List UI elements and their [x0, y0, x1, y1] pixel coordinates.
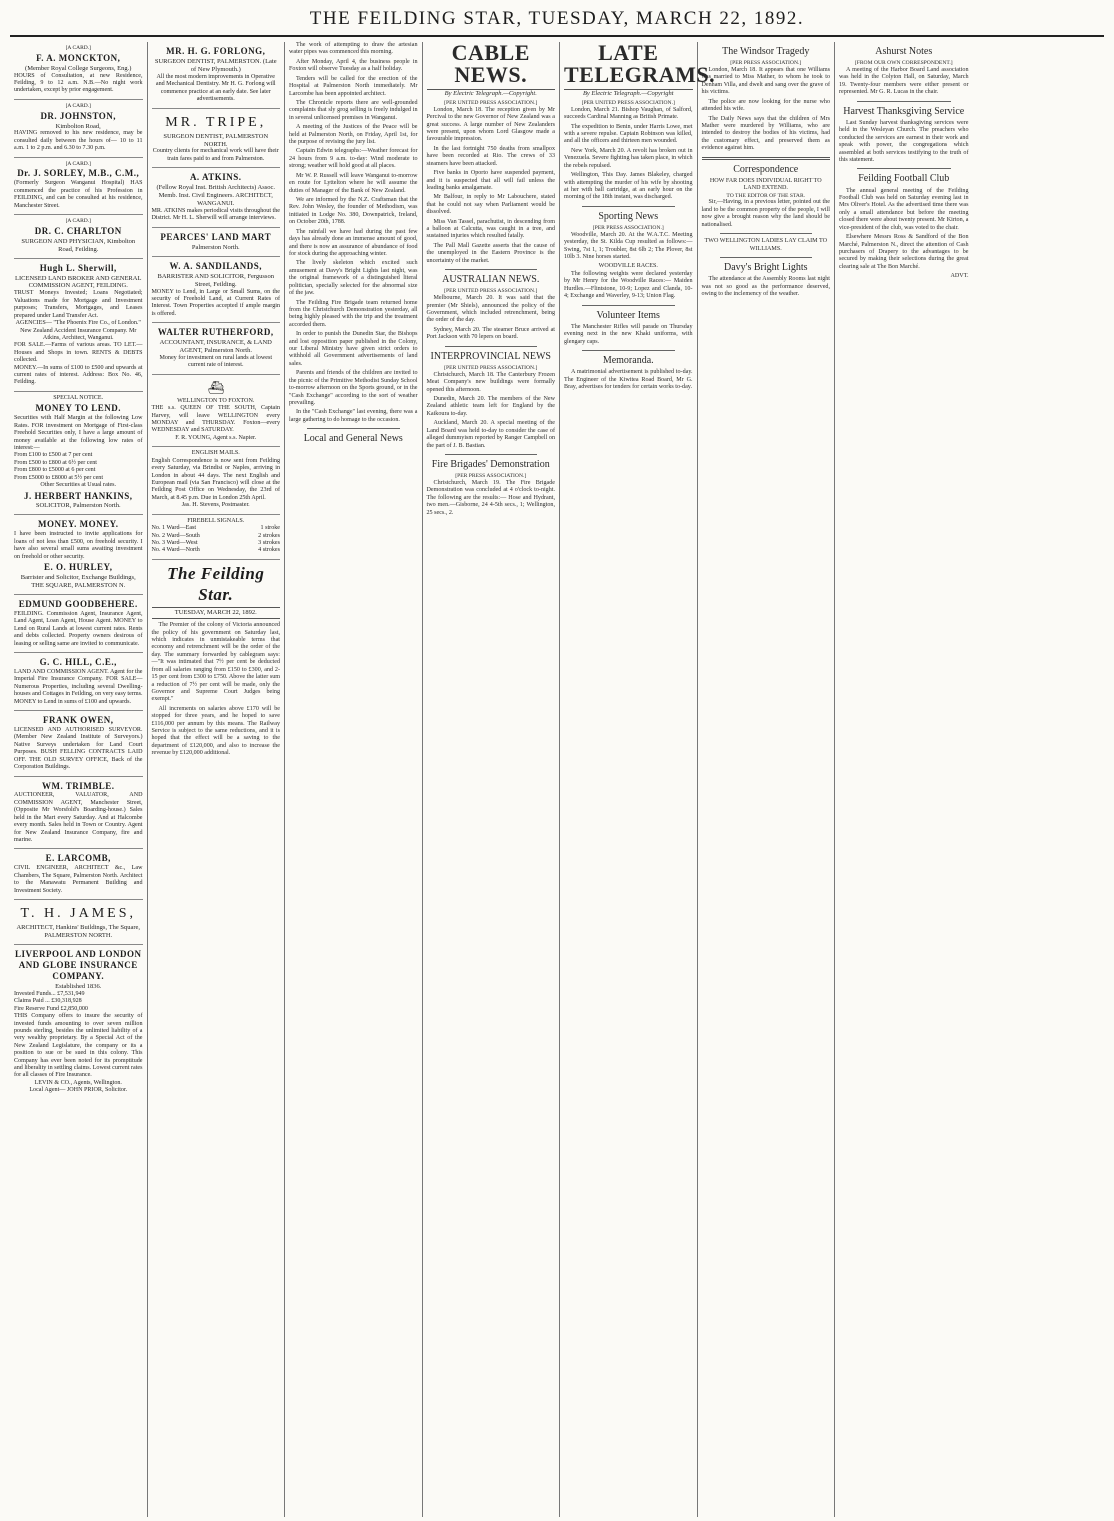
subsection-heading: HOW FAR DOES INDIVIDUAL RIGHT TO LAND EXTEND. — [709, 177, 822, 192]
column-7 — [835, 42, 973, 1517]
ad-heading: SPECIAL NOTICE. — [53, 394, 104, 401]
ad-sub: ARCHITECT, Hankins' Buildings, The Square, PALMERSTON NORTH. — [16, 924, 141, 940]
ad-sub: LICENSED LAND BROKER AND GENERAL COMMISSION AGENT, FEILDING. — [15, 274, 142, 290]
ad-sub: (Member Royal College Surgeons, Eng.) — [25, 64, 132, 72]
news-paragraph: The Pall Mall Gazette asserts that the cause of the unemployed in the Eastern Province is the uncertainty of the market. — [426, 242, 555, 264]
rate-line: From £800 to £5000 at 6 per cent — [14, 467, 96, 474]
news-paragraph: The work of attempting to draw the artesian water pipes was commenced this morning. — [289, 42, 418, 56]
agency-line: [PER PRESS ASSOCIATION.] — [730, 60, 802, 67]
ad-body: THE s.s. QUEEN OF THE SOUTH, Captain Harvey, will leave WELLINGTON every MONDAY and THURSDAY. Foxton—every WEDNESDAY and SATURDAY. — [151, 405, 280, 434]
ad-name: EDMUND GOODBEHERE. — [18, 598, 138, 609]
ad-rutherford — [152, 323, 281, 375]
ad-special-notice — [14, 392, 143, 516]
news-paragraph: Auckland, March 20. A special meeting of the Land Board was held to-day to consider the case of alleged dummyism reported by Ranger Campbell on the part of J. B. Bastian. — [426, 420, 555, 449]
firebell-row — [152, 533, 281, 540]
ward: No. 1 Ward—East — [151, 525, 197, 532]
ad-liverpool-insurance — [14, 945, 143, 1099]
news-paragraph: The attendance at the Assembly Rooms last night was not so good as the performance deserved, owing to the inclemency of the weather. — [701, 276, 830, 298]
section-heading: Harvest Thanksgiving Service — [843, 105, 965, 117]
ad-forlong — [152, 42, 281, 109]
ad-name: MONEY. MONEY. — [37, 519, 119, 530]
news-paragraph: The expedition to Benin, under Harris Lowe, met with a severe repulse. Captain Robinson was killed, and all the officers and thirteen men wounded. — [564, 123, 693, 145]
divider — [445, 346, 538, 347]
ad-body: I have been instructed to invite applications for loans of not less than £500, on freehold security. I have also several small sums awaiting investment on freehold or other security. — [14, 531, 143, 560]
news-paragraph: In the last fortnight 750 deaths from smallpox have been recorded at Rio. The crews of 33 steamers have been attacked. — [426, 145, 555, 167]
ad-charlton — [14, 215, 143, 259]
news-paragraph: Mr W. P. Russell will leave Wanganui to-morrow en route for Lyttelton where he will assume the duties of Manager of the Bank of New Zealand. — [289, 172, 418, 194]
ad-local-agent: Local Agent— JOHN PRIOR, Solicitor. — [29, 1087, 128, 1094]
divider — [857, 168, 951, 169]
ad-heading: ENGLISH MAILS. — [191, 450, 240, 457]
news-paragraph: Parents and friends of the children are invited to the picnic of the Primitive Methodist Sunday School to-morrow afternoon on the Sports ground, or in the "Cash Exchange" according to the sort of weather prevailing. — [289, 370, 418, 406]
late-telegrams-heading: LATE TELEGRAMS. — [564, 42, 693, 90]
section-heading: Sporting News — [598, 210, 659, 222]
section-heading: Davy's Bright Lights — [724, 262, 808, 274]
section-heading: Memoranda. — [602, 355, 654, 367]
section-sub: By Electric Telegraph.—Copyright. — [444, 90, 537, 97]
ad-body: TRUST Moneys Invested; Loans Negotiated; Valuations made for Mortgage and Investment purposes; Transfers, Mortgages, and Leases prepared under Land Transfer Act. — [14, 290, 143, 319]
ad-english-mails — [152, 447, 281, 514]
ad-firebell — [152, 515, 281, 560]
news-paragraph: In order to punish the Dunedin Star, the Bishops and lost opposition paper published in the Colony, our Liberal Ministry have given strict orders to withhold all Government advertisements of land sales. — [289, 331, 418, 367]
news-paragraph: A meeting of the Justices of the Peace will be held at Palmerston North, on Friday, April 1st, for the purpose of revising the jury list. — [289, 124, 418, 146]
news-paragraph: The Daily News says that the children of Mrs Mather were murdered by Williams, who are intended to destroy the bodies of his victims, had the customary effect, and preserved them as evidence against him. — [701, 115, 830, 152]
ad-sherwill — [14, 259, 143, 392]
newspaper-logo: The Feilding Star. — [167, 563, 265, 604]
ad-name: MR. H. G. FORLONG, — [166, 46, 266, 56]
news-paragraph: A meeting of the Harbor Board Land association was held in the Colyton Hall, on Saturday, March 19. Twenty-four members were either present or represented. Mr G. R. Lucas in the chair. — [839, 67, 969, 96]
column-5 — [560, 40, 716, 1517]
advt-mark: ADVT. — [950, 273, 969, 280]
ad-body: All the most modern improvements in Operative and Mechanical Dentistry. Mr H. G. Forlong will commence practice at an early date. See later advertisements. — [155, 73, 276, 103]
rate-line: From £500 to £800 at 6½ per cent — [14, 459, 97, 466]
subsection-heading: TWO WELLINGTON LADIES LAY CLAIM TO WILLIAMS. — [704, 238, 827, 252]
news-paragraph: We are informed by the N.Z. Craftsman that the Rev. John Wesley, the founder of Methodism, was initiated in Lodge No. 380, Downpatrick, Ireland, on October 20th, 1788. — [289, 197, 418, 226]
ad-name: E. O. HURLEY, — [44, 562, 113, 573]
ad-money-money — [14, 515, 143, 594]
ad-heading: FIREBELL SIGNALS. — [187, 517, 245, 524]
strokes: 3 strokes — [258, 539, 280, 546]
ad-sale: FOR SALE.—Farms of various areas. TO LET.—Houses and Shops in town. RENTS & DEBTS collected. — [14, 342, 143, 364]
news-paragraph: Captain Edwin telegraphs:—Weather forecast for 24 hours from 9 a.m. to-day: Wind moderate to strong; weather will hold good at all places. — [289, 148, 418, 170]
ad-name: A. ATKINS. — [189, 172, 242, 183]
ad-sub: SURGEON DENTIST, PALMERSTON NORTH. — [163, 132, 269, 148]
ad-steamer — [152, 375, 281, 447]
news-paragraph: London, March 18. It appears that one Williams was married to Miss Mather, to whom he took to Denham Villa, and dwelt and sang over the grave of his victims. — [701, 67, 830, 96]
ad-body: English Correspondence is now sent from Feilding every Saturday, via Brindisi or Naples, arriving in London in about 44 days. The next English and European mail (via San Francisco) will close at the Feilding Post Office on Wednesday, the 23rd of March, at 8.45 p.m. Due in London 25th April. — [151, 457, 280, 501]
ad-monckton — [14, 42, 143, 100]
strokes: 4 strokes — [258, 547, 280, 554]
news-paragraph: London, March 21. Bishop Vaughan, of Salford, succeeds Cardinal Manning as British Primate. — [564, 106, 693, 121]
ad-goodbehere — [14, 595, 143, 653]
section-heading: Local and General News — [303, 433, 403, 445]
firebell-row — [152, 547, 281, 554]
news-paragraph: Sir,—Having, in a previous letter, pointed out the land to be the common property of the people, I will now give a brought reason why the land should be nationalised. — [701, 199, 830, 228]
ad-johnston — [14, 100, 143, 158]
strokes: 2 strokes — [258, 532, 280, 539]
agency-line: [FROM OUR OWN CORRESPONDENT.] — [854, 60, 953, 67]
divider — [445, 269, 538, 270]
ad-body: LAND AND COMMISSION AGENT. Agent for the Imperial Fire Insurance Company. FOR SALE—Numerous Properties, including several Dwelling-houses and Cottages in Feilding, on very easy terms. MONEY to Lend in sums of £100 and upwards. — [14, 668, 143, 705]
divider — [582, 305, 675, 306]
ad-footer: Other Securities at Usual rates. — [40, 482, 117, 489]
news-paragraph: After Monday, April 4, the business people in Foxton will observe Tuesday as a half holiday. — [289, 58, 418, 73]
column-2 — [148, 42, 286, 1517]
column-3 — [285, 42, 423, 1517]
ad-sandilands — [152, 257, 281, 324]
news-paragraph: The lively skeleton which excited such amusement at Davy's Bright Lights last night, was the original framework of a distinguished literal politician, specially selected for the abnormal size of the jaw. — [289, 260, 418, 297]
news-paragraph: The police are now looking for the nurse who attended his wife. — [701, 98, 830, 113]
ad-body: MR. ATKINS makes periodical visits throughout the District. Mr H. L. Sherwill will arrange interviews. — [151, 208, 280, 222]
ad-james — [14, 900, 143, 945]
divider — [702, 157, 831, 160]
agency-line: [PER UNITED PRESS ASSOCIATION.] — [444, 99, 538, 106]
divider — [857, 101, 951, 102]
fund-line: Invested Funds... £7,531,949 — [14, 990, 85, 997]
divider — [582, 206, 675, 207]
news-paragraph: Wellington, This Day. James Blakeley, charged with attempting the murder of his wife by shooting at her with ball cartridge, at an early hour on the morning of the 18th instant, was discharged. — [564, 172, 693, 201]
divider — [445, 454, 538, 455]
column-1 — [10, 42, 148, 1517]
ad-sub: Kimbolton Road, — [55, 122, 101, 130]
strokes: 1 stroke — [260, 525, 280, 532]
steamship-icon: ⛴ — [207, 379, 224, 395]
news-paragraph: Tenders will be called for the erection of the Hospital at Palmerston North immediately. Mr Larcombe has been appointed architect. — [289, 75, 418, 97]
ad-body: CIVIL ENGINEER, ARCHITECT &c., Law Chambers, The Square, Palmerston North. Architect to the Manawatu Permanent Building and Investment Society. — [14, 865, 143, 894]
ad-agents: LEVIN & CO., Agents, Wellington. — [34, 1079, 122, 1086]
section-heading: Correspondence — [733, 163, 799, 175]
ad-agencies: AGENCIES— "The Phoenix Fire Co., of London." New Zealand Accident Insurance Company. Mr Atkins, Architect, Wanganui. — [15, 320, 141, 341]
ad-sig: Jas. H. Stevens, Postmaster. — [181, 502, 250, 509]
ad-name: WM. TRIMBLE. — [41, 780, 115, 791]
ad-tag: [A CARD.] — [65, 218, 91, 225]
ad-larcomb — [14, 849, 143, 900]
news-paragraph: New York, March 20. A revolt has broken out in Venezuela. Severe fighting has taken place, in which the rebels repulsed. — [564, 147, 693, 169]
fund-line: Claims Paid ... £30,318,928 — [14, 998, 82, 1005]
ad-trimble — [14, 777, 143, 850]
editorial-paragraph: The Premier of the colony of Victoria announced the policy of his government on Saturday last, which indicates in unmistakeable terms that economy and retrenchment will be the order of the day. The summary forwarded by cablegram says:—"It was intimated that 7½ per cent be deducted from all salaries ranging from £150 to £300, and 2-15 per cent from £300 to £750. Above the latter sum a reduction of 7½ per cent will be made, only the Governor and Supreme Court Judges being exempt." — [151, 622, 280, 703]
ad-hill — [14, 653, 143, 711]
news-paragraph: Christchurch, March 18. The Canterbury Frozen Meat Company's new buildings were formally opened this afternoon. — [426, 371, 555, 393]
section-heading: Feilding Football Club — [858, 173, 950, 185]
divider — [307, 428, 400, 429]
news-paragraph: The Manchester Rifles will parade on Thursday evening next in the new Khaki uniforms, with glengary caps. — [564, 323, 693, 345]
ad-body: AUCTIONEER, VALUATOR, AND COMMISSION AGENT, Manchester Street, (Opposite Mr Worsfold's Boarding-house.) Sales held in the Mart every Saturday. And at Halcombe every month. Sales held in Town or Country. Agent for New Zealand Insurance Company, fire and marine. — [14, 792, 143, 844]
ad-name: FRANK OWEN, — [43, 715, 114, 726]
ad-tag: [A CARD.] — [65, 160, 91, 167]
news-paragraph: In the "Cash Exchange" last evening, there was a large gathering to do homage to the occasion. — [289, 409, 418, 423]
news-paragraph: Melbourne, March 20. It was said that the premier (Mr Shiels), announced the policy of the Government, which included retrenchment, being the order of the day. — [426, 295, 555, 324]
ad-sub: SOLICITOR, Palmerston North. — [35, 502, 121, 510]
section-heading: Volunteer Items — [596, 309, 660, 321]
firebell-table — [152, 525, 281, 555]
ad-sub: ACCOUNTANT, INSURANCE, & LAND AGENT, Palmerston North. — [159, 339, 272, 355]
section-heading: Ashurst Notes — [875, 46, 933, 57]
column-6 — [698, 42, 836, 1517]
ad-body: HOURS of Consultation, at new Residence, Feilding, 9 to 12 a.m. N.B.—No night work undertaken, except by prior engagement. — [14, 72, 143, 94]
ad-body: FEILDING. Commission Agent, Insurance Agent, Land Agent, Loan Agent, House Agent. MONEY to Lend on Rural Lands at lowest current rates. Rents and debts collected. Property owners desirous of leasing or selling same are invited to communicate. — [14, 610, 143, 647]
divider — [720, 257, 813, 258]
rate-line: From £100 to £500 at 7 per cent — [14, 452, 93, 459]
ad-sub: SURGEON AND PHYSICIAN, Kimbolton Road, Feilding. — [21, 237, 136, 253]
ad-sorley — [14, 158, 143, 215]
cable-news-heading: CABLE NEWS. — [427, 42, 556, 90]
ad-name: MR. TRIPE, — [165, 114, 267, 130]
divider — [582, 350, 675, 351]
ad-pearces — [152, 228, 281, 257]
news-paragraph: Mr Balfour, in reply to Mr Labouchere, stated that he could not say when Parliament would be dissolved. — [426, 194, 555, 216]
ad-body: MONEY to Lend, in Large or Small Sums, on the security of Freehold Land, at Current Rates of Interest. Town Properties accepted if ample margin is offered. — [151, 288, 280, 317]
news-paragraph: The rainfall we have had during the past few days has already done an immense amount of good, and there is now an assurance of abundance of food for stock during the approaching winter. — [289, 228, 418, 257]
ad-sub: Established 1836. — [55, 982, 102, 990]
ward: No. 3 Ward—West — [151, 539, 198, 546]
news-paragraph: Sydney, March 20. The steamer Bruce arrived at Port Jackson with 70 lepers on board. — [426, 326, 555, 341]
news-paragraph: London, March 18. The reception given by Mr Percival to the new Governor of New Zealand was a great success. A large number of New Zealanders were present, upon whom Lord Glasgow made a favourable impression. — [426, 106, 555, 143]
ad-agent: F. R. YOUNG, Agent s.s. Napier. — [175, 434, 257, 441]
news-paragraph: The annual general meeting of the Feilding Football Club was held on Saturday evening last in Mrs Oliver's Hotel. As the advertised time there was only a small attendance but before the meeting closed there were about twenty present. Mr Kirton, a vice-president of the club, was voted to the chair. — [839, 187, 969, 231]
ad-name: T. H. JAMES, — [20, 906, 136, 922]
to-editor-line: TO THE EDITOR OF THE STAR. — [726, 192, 806, 199]
editorial-paragraph: All increments on salaries above £170 will be stopped for three years, and he hoped to save £116,000 per annum by this means. The Railway Service is subject to the same reductions, and it is hoped that the effect will be a saving to the department of £120,000, and also to increase the revenue by £120,000 additional. — [151, 705, 280, 757]
columns — [10, 42, 1104, 1517]
ad-heading: WELLINGTON TO FOXTON. — [177, 397, 255, 404]
news-paragraph: The following weights were declared yesterday by Mr Henry for the Woodville Races:— Maiden Hurdles.—Flintstone, 10-9; Lopez and Clanda, 10-4; Exchange and Waverley, 9-13; Union Flag. — [564, 270, 693, 300]
fund-line: Fire Reserve Fund £2,850,000 — [14, 1005, 88, 1012]
section-heading: Fire Brigades' Demonstration — [431, 458, 550, 470]
ad-name: W. A. SANDILANDS, — [169, 260, 262, 271]
news-paragraph: Dunedin, March 20. The members of the New Zealand athletic team left for England by the Kaikoura to-day. — [426, 395, 555, 417]
rate-line: From £5000 to £8000 at 5½ per cent — [14, 474, 104, 481]
ad-sub: Palmerston North. — [191, 243, 240, 251]
ad-sub: SURGEON DENTIST, PALMERSTON. (Late of New Plymouth.) — [154, 57, 277, 73]
ad-body: LICENSED AND AUTHORISED SURVEYOR. (Member New Zealand Institute of Surveyors.) Native Surveys undertaken for Land Court Purposes. BUSH FELLING CONTRACTS LAID OFF. THE OLD SURVEY OFFICE, Back of the Corporation Buildings. — [14, 726, 143, 771]
agency-line: [PER UNITED PRESS ASSOCIATION.] — [444, 364, 538, 371]
agency-line: [PER PRESS ASSOCIATION.] — [455, 473, 527, 480]
ad-body: Securities with Half Margin at the following Low Rates. FOR investment on Mortgage of First-class Freehold Securities only, I have a large amount of money available at the following low rates of interest:— — [14, 415, 143, 451]
ad-sub: (Fellow Royal Inst. British Architects) Assoc. Memb. Inst. Civil Engineers. ARCHITECT, WANGANUI. — [156, 184, 276, 208]
ad-name: WALTER RUTHERFORD, — [157, 327, 274, 338]
ad-name: MONEY TO LEND. — [35, 403, 122, 414]
news-paragraph: Christchurch, March 19. The Fire Brigade Demonstration was concluded at 4 o'clock to-night. The following are the results:— Hose and Hydrant, two men.—Gisborne, 24 4-5th secs., 1; Wellington, 25 secs., 2. — [426, 479, 555, 516]
section-heading: AUSTRALIAN NEWS. — [442, 274, 540, 286]
news-paragraph: The Chronicle reports there are well-grounded complaints that sly grog selling is freely indulged in in several unlicensed premises in Wanganui. — [289, 99, 418, 121]
ad-body: Money for investment on rural lands at lowest current rate of interest. — [159, 355, 273, 369]
editorial — [152, 622, 281, 758]
ad-tag: [A CARD.] — [65, 45, 91, 51]
column-4 — [423, 42, 561, 1517]
news-paragraph: Woodville, March 20. At the W.A.T.C. Meeting yesterday, the St. Kilda Cup resulted as follows:— Swing, 7st 1, 1; Troubler, 8st 6lb 2; The Plover, 8st 10lb 3. Nine horses started. — [564, 231, 693, 261]
ad-name: E. LARCOMB, — [45, 853, 111, 864]
ad-tag: [A CARD.] — [65, 102, 91, 109]
agency-line: [PER UNITED PRESS ASSOCIATION.] — [581, 99, 675, 106]
ad-name: J. HERBERT HANKINS, — [23, 490, 133, 501]
ward: No. 2 Ward—South — [151, 532, 200, 539]
ad-body: HAVING removed to his new residence, may be consulted daily between the hours of— 10 to 11 a.m. 1 to 2 p.m. and 6.30 to 7.30 p.m. — [14, 130, 143, 152]
news-paragraph: Last Sunday harvest thanksgiving services were held in the Wesleyan Church. The preachers who conducted the services are earnest in their work and speak with power, the congregations which assembled at both services testifying to the truth of this statement. — [839, 119, 969, 163]
ad-name: LIVERPOOL AND LONDON AND GLOBE INSURANCE COMPANY. — [14, 949, 142, 981]
ad-sub: BARRISTER AND SOLICITOR, Fergusson Street, Feilding. — [157, 272, 274, 288]
subsection-heading: WOODVILLE RACES. — [598, 263, 658, 270]
news-paragraph: A matrimonial advertisement is published to-day. The Engineer of the Kiwitea Road Board, Mr G. Bray, advertises for tenders for certain works to-day. — [564, 369, 693, 391]
ad-name: F. A. MONCKTON, — [36, 52, 121, 63]
ad-name: PEARCES' LAND MART — [160, 231, 272, 242]
agency-line: [PER UNITED PRESS ASSOCIATION.] — [444, 288, 538, 295]
ad-atkins — [152, 168, 281, 228]
ad-name: G. C. HILL, C.E., — [39, 656, 117, 667]
ad-name: DR. C. CHARLTON — [34, 225, 122, 236]
section-heading: The Windsor Tragedy — [722, 46, 810, 57]
section-heading: INTERPROVINCIAL NEWS — [430, 350, 551, 362]
ad-name: DR. JOHNSTON, — [40, 110, 117, 121]
ad-name: Hugh L. Sherwill, — [39, 262, 117, 273]
ad-owen — [14, 711, 143, 777]
news-paragraph: Miss Van Tassel, parachutist, in descending from a balloon at Calcutta, was caught in a tree, and sustained injuries which resulted fatally. — [426, 218, 555, 240]
masthead-title: THE FEILDING STAR, TUESDAY, MARCH 22, 1892. — [10, 8, 1104, 37]
news-paragraph: The Feilding Fire Brigade team returned home from the Christchurch Demonstration yesterday, all being highly pleased with the trip and the treatment accorded them. — [289, 299, 418, 328]
firebell-row — [152, 525, 281, 532]
ad-money: MONEY.—In sums of £100 to £500 and upwards at current rates of interest. Address: Box No. 46, Feilding. — [14, 364, 143, 386]
ad-body: Country clients for mechanical work will have their train fares paid to and from Palmerston. — [152, 148, 279, 162]
ward: No. 4 Ward—North — [151, 547, 200, 554]
ad-tripe — [152, 109, 281, 169]
news-paragraph: Five banks in Oporto have suspended payment, and it is suspected that all will fail unless the leading banks amalgamate. — [426, 170, 555, 191]
divider — [720, 233, 813, 234]
editorial-date: TUESDAY, MARCH 22, 1892. — [152, 607, 281, 619]
firebell-row — [152, 540, 281, 547]
ad-body: THIS Company offers to insure the security of invested funds amounting to over seven million pounds sterling, besides the unlimited liability of a very wealthy proprietary. By a Special Act of the New Zealand Legislature, the company or its a position to sue or be sued in this colony. This Company has ever been noted for its promptitude and liberality in settling claims. Lowest current rates for all classes of Fire Insurance. — [14, 1013, 143, 1079]
news-paragraph: Elsewhere Messrs Ross & Sandford of the Bon Marché, Palmerston N., direct the attention of Cash purchasers of Drapery to the advantages to be secured by making their selections during the great clearing sale at The Bon Marché. — [839, 234, 969, 270]
ad-body: (Formerly Surgeon Wanganui Hospital) HAS commenced the practice of his Profession in FEILDING, and can be consulted at his residence, Manchester Street. — [14, 180, 143, 209]
agency-line: [PER PRESS ASSOCIATION.] — [592, 224, 664, 231]
ad-name: Dr. J. SORLEY, M.B., C.M., — [17, 168, 140, 179]
ad-sub: Barrister and Solicitor, Exchange Buildings, THE SQUARE, PALMERSTON N. — [20, 574, 136, 589]
section-sub: By Electric Telegraph.—Copyright — [582, 90, 674, 97]
